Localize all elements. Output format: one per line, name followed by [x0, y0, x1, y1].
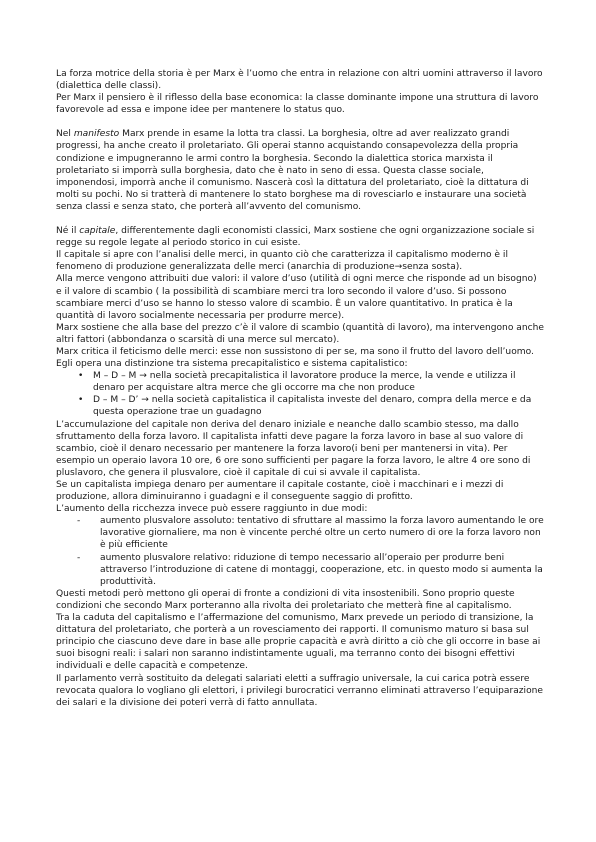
paragraph-fetishism: Marx critica il feticismo delle merci: esse non sussistono di per se, ma sono il frutto del lavoro dell’uomo.: [56, 346, 534, 357]
capitale-title: capitale: [79, 226, 116, 237]
paragraph-gap: [56, 116, 544, 128]
capitale-lead: Né il: [56, 226, 80, 237]
list-item-text: aumento plusvalore relativo: riduzione di tempo necessario all’operaio per produrre beni attraverso l’introduzione di catene di montaggi, cooperazione, etc. in questo modo si aumenta la produttività.: [100, 552, 543, 587]
paragraph-gap: [56, 213, 544, 225]
paragraph-price: Marx sostiene che alla base del prezzo c’è il valore di scambio (quantità di lavoro), ma intervengono anche altri fattori (abbondanza o scarsità di una merce sul mercato).: [56, 322, 544, 345]
list-item-relative-surplus: [56, 552, 544, 588]
list-item-text: aumento plusvalore assoluto: tentativo di sfruttare al massimo la forza lavoro aumentando le ore lavorative giornaliere, ma non è vincente perché oltre un certo numero di ore la forza lavoro non è più efficiente: [100, 516, 544, 551]
paragraph-transition: Tra la caduta del capitalismo e l’affermazione del comunismo, Marx prevede un periodo di transizione, la dittatura del proletariato, che porterà a un rovesciamento dei rapporti. Il comunismo maturo si basa sul principio che ciascuno deve dare in base alle proprie capacità e avrà diritto a ciò che gli occorre in base ai suoi bisogni reali: i salari non saranno indistintamente uguali, ma terranno conto dei bisogni effettivi individuali e delle capacità e competenze.: [56, 613, 541, 672]
list-item-text: M – D – M → nella società precapitalistica il lavoratore produce la merce, la vende e utilizza il denaro per acquistare altra merce che gli occorre ma che non produce: [93, 371, 516, 394]
paragraph-constant-capital: Se un capitalista impiega denaro per aumentare il capitale costante, cioè i macchinari e i mezzi di produzione, allora diminuiranno i guadagni e il conseguente saggio di profitto.: [56, 480, 504, 503]
paragraph-distinction: Egli opera una distinzione tra sistema precapitalistico e sistema capitalistico:: [56, 359, 408, 370]
paragraph-unsustainable-conditions: Questi metodi però mettono gli operai di fronte a condizioni di vita insostenibili. Sono proprio queste condizioni che secondo Marx porteranno alla rivolta dei proletariato che metterà fine al capitalismo.: [56, 588, 515, 611]
paragraph-marx-driving-force: La forza motrice della storia è per Marx è l’uomo che entra in relazione con altri uomini attraverso il lavoro (dialettica delle classi).: [56, 69, 543, 92]
capitale-body: , differentemente dagli economisti classici, Marx sostiene che ogni organizzazione sociale si regge su regole legate al periodo storico in cui esiste.: [56, 226, 535, 249]
bullet-marker: •: [78, 371, 84, 382]
manifesto-body: Marx prende in esame la lotta tra classi. La borghesia, oltre ad aver realizzato grandi progressi, ha anche creato il proletariato. Gli operai stanno acquistando consapevolezza della propria condizione e impugneranno le armi contro la borghesia. Secondo la dialettica storica marxista il proletariato si imporrà sulla borghesia, dato che è nato in seno di essa. Questa classe sociale, imponendosi, imporrà anche il comunismo. Nascerà così la dittatura del proletariato, cioè la dittatura di molti su pochi. No si tratterà di mantenere lo stato borghese ma di rovesciarlo e instaurare una società senza classi e senza stato, che porterà all’avvento del comunismo.: [56, 129, 529, 212]
manifesto-lead: Nel: [56, 129, 74, 140]
document-page: [56, 68, 544, 709]
list-item-absolute-surplus: [56, 515, 544, 551]
bullet-marker: •: [78, 395, 84, 406]
dash-marker: -: [77, 552, 81, 563]
paragraph-parliament: Il parlamento verrà sostituito da delegati salariati eletti a suffragio universale, la cui carica potrà essere revocata qualora lo vogliano gli elettori, i privilegi burocratici verranno eliminati attraverso l’equiparazione dei salari e la divisione dei poteri verrà di fatto annullata.: [56, 673, 544, 708]
paragraph-two-values: Alla merce vengono attribuiti due valori: il valore d’uso (utilità di ogni merce che risponde ad un bisogno) e il valore di scambio ( la possibilità di scambiare merci tra loro secondo il valore d’uso. Si possono scambiare merci d’uso se hanno lo stesso valore di scambio. È un valore quantitativo. In pratica è la quantità di lavoro socialmente necessaria per produrre merce).: [56, 274, 537, 321]
paragraph-manifesto: [56, 128, 544, 213]
paragraph-capitale: [56, 225, 544, 249]
paragraph-wealth-increase: L’aumento della ricchezza invece può essere raggiunto in due modi:: [56, 504, 368, 515]
dash-marker: -: [77, 516, 81, 527]
manifesto-title: manifesto: [73, 129, 120, 140]
list-item-precapitalist: [56, 370, 544, 394]
paragraph-analysis-of-goods: Il capitale si apre con l’analisi delle merci, in quanto ciò che caratterizza il capitalismo moderno è il fenomeno di produzione generalizzata delle merci (anarchia di produzione→senza sosta).: [56, 250, 508, 273]
paragraph-accumulation: L’accumulazione del capitale non deriva del denaro iniziale e neanche dallo scambio stesso, ma dallo sfruttamento della forza lavoro. Il capitalista infatti deve pagare la forza lavoro in base al suo valore di scambio, cioè il denaro necessario per mantenere la forza lavoro(i beni per mantenersi in vita). Per esempio un operaio lavora 10 ore, 6 ore sono sufficienti per pagare la forza lavoro, le altre 4 ore sono di pluslavoro, che genera il plusvalore, cioè il capitale di cui si avvale il capitalista.: [56, 419, 531, 478]
list-item-capitalist: [56, 394, 544, 418]
list-item-text: D – M – D’ → nella società capitalistica il capitalista investe del denaro, compra della merce e da questa operazione trae un guadagno: [93, 395, 532, 418]
paragraph-thought-reflection: Per Marx il pensiero è il riflesso della base economica: la classe dominante impone una struttura di lavoro favorevole ad essa e impone idee per mantenere lo status quo.: [56, 93, 539, 116]
